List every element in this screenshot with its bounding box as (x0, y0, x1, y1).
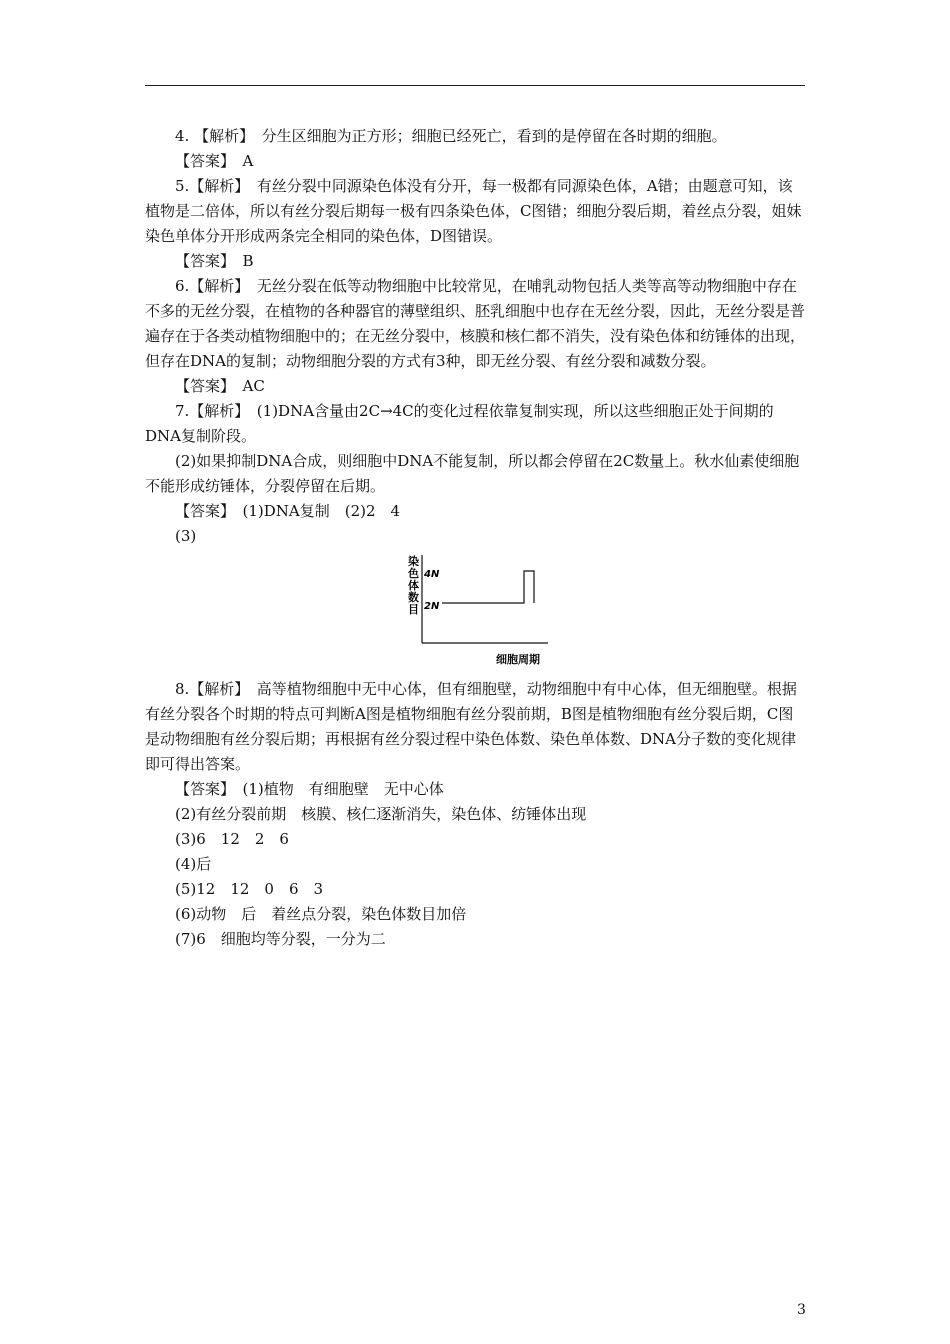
y-axis-label-5: 目 (408, 603, 419, 616)
item7-analysis-2: (2)如果抑制DNA合成，则细胞中DNA不能复制，所以都会停留在2C数量上。秋水仙素使细胞不能形成纺锤体，分裂停留在后期。 (145, 452, 800, 495)
y-axis-label-3: 体 (408, 579, 419, 592)
item5-analysis: 5.【解析】 有丝分裂中同源染色体没有分开，每一极都有同源染色体，A错；由题意可知，该植物是二倍体，所以有丝分裂后期每一极有四条染色体，C图错；细胞分裂后期，着丝点分裂，姐妹染色单体分开形成两条完全相同的染色体，D图错误。 (145, 177, 802, 245)
item6-answer: 【答案】 AC (175, 377, 265, 395)
chromosome-chart (402, 551, 552, 673)
item7-analysis: 7.【解析】 (1)DNA含量由2C→4C的变化过程依靠复制实现，所以这些细胞正处于间期的DNA复制阶段。 (145, 402, 774, 445)
y-axis-label-2: 色 (408, 567, 419, 580)
answer-content (145, 124, 805, 952)
item8-answer-4: (4)后 (175, 855, 212, 873)
item8-answer-2: (2)有丝分裂前期 核膜、核仁逐渐消失，染色体、纺锤体出现 (175, 805, 587, 823)
item5-answer: 【答案】 B (175, 252, 254, 270)
page-number: 3 (797, 1302, 806, 1318)
item8-answer-6: (6)动物 后 着丝点分裂，染色体数目加倍 (175, 905, 467, 923)
item8-answer-1: 【答案】 (1)植物 有细胞壁 无中心体 (175, 780, 444, 798)
item8-analysis: 8.【解析】 高等植物细胞中无中心体，但有细胞壁，动物细胞中有中心体，但无细胞壁。根据有丝分裂各个时期的特点可判断A图是植物细胞有丝分裂前期，B图是植物细胞有丝分裂后期，C图是动物细胞有丝分裂后期；再根据有丝分裂过程中染色体数、染色单体数、DNA分子数的变化规律即可得出答案。 (145, 680, 797, 773)
item7-answer: 【答案】 (1)DNA复制 (2)2 4 (175, 502, 401, 520)
item8-answer-3: (3)6 12 2 6 (175, 830, 289, 848)
y-axis-label-4: 数 (408, 591, 419, 604)
item4-analysis: 4. 【解析】 分生区细胞为正方形；细胞已经死亡，看到的是停留在各时期的细胞。 (175, 127, 727, 145)
item8-answer-5: (5)12 12 0 6 3 (175, 880, 324, 898)
item4-answer: 【答案】 A (175, 152, 254, 170)
chromosome-curve (442, 571, 534, 603)
chromosome-chart-figure (145, 549, 805, 677)
header-rule (145, 85, 805, 86)
item8-answer-7: (7)6 细胞均等分裂，一分为二 (175, 930, 386, 948)
y-axis-label-1: 染 (408, 555, 419, 568)
x-axis-label: 细胞周期 (496, 653, 540, 666)
tick-4n: 4N (424, 569, 440, 580)
tick-2n: 2N (424, 601, 440, 612)
item7-part3-label: (3) (175, 527, 197, 545)
item6-analysis: 6.【解析】 无丝分裂在低等动物细胞中比较常见，在哺乳动物包括人类等高等动物细胞中存在不多的无丝分裂，在植物的各种器官的薄壁组织、胚乳细胞中也存在无丝分裂，因此，无丝分裂是普遍存在于各类动植物细胞中的；在无丝分裂中，核膜和核仁都不消失，没有染色体和纺锤体的出现，但存在DNA的复制；动物细胞分裂的方式有3种，即无丝分裂、有丝分裂和减数分裂。 (145, 277, 806, 370)
